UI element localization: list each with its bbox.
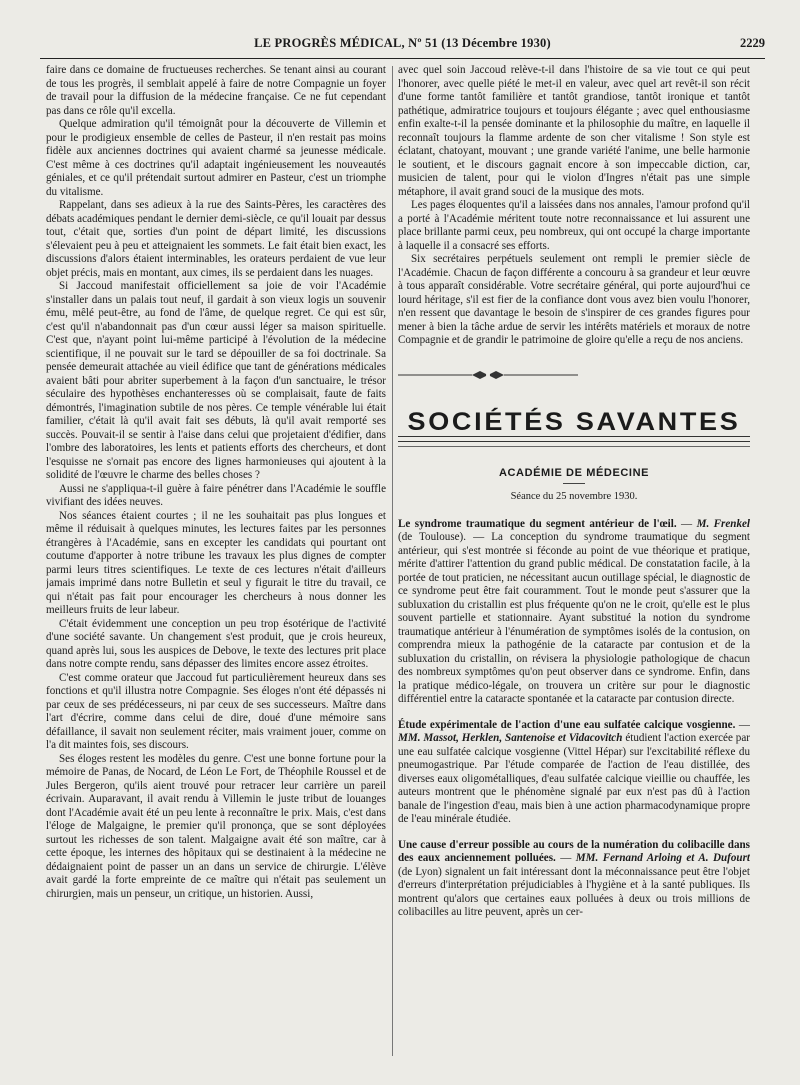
right-column bbox=[398, 64, 750, 1064]
article-body: signalent un fait intéressant dont la méconnaissance peut être l'objet d'erreurs d'interprétation préjudiciables à l'hygiène et à la santé publiques. Ils montrent qu'alors que certaines eaux polluées à deux ou trois millions de colibacilles au litre peuvent, après un cer- bbox=[398, 865, 750, 918]
article-text: Le syndrome traumatique du segment antérieur de l'œil. — M. Frenkel (de Toulouse). — La conception du syndrome traumatique du segment antérieur, qui s'est montrée si féconde au point de vue théorique et pratique, mérite d'attirer l'attention du grand public médical. De constatation facile, à la portée de tout praticien, ne nécessitant aucun outillage spécial, le diagnostic de ce syndrome peut être fait couramment. Tout le monde peut s'assurer que la subluxation du cristallin est plus fréquente qu'on ne le croit, qu'elle est le plus souvent partielle et stationnaire. Ayant substitué la notion du syndrome traumatique antérieur à l'énumération de symptômes isolés de la contusion, on comprendra mieux la pathogénie de la cataracte par contusion et de la subluxation du cristallin, on révisera la physiologie pathologique de chacun des nombreux symptômes qu'on peut observer dans ce syndrome. Enfin, dans la pratique médico-légale, on trouvera un critère sur pour le diagnostic différentiel entre la cataracte spontanée et la cataracte par contusion directe. bbox=[398, 517, 750, 705]
article-body: étudient l'action exercée par une eau sulfatée calcique vosgienne (Vittel Hépar) sur l'excitabilité réflexe du pneumogastrique. Par l'étude comparée de l'action de l'eau distillée, des diverses eaux oligométalliques, d'eau sulfatée calcique vieillie ou chauffée, les auteurs montrent que le phénomène signalé par eux n'est pas dû à l'action banale de l'ingestion d'eau, mais bien à une action pharmacodynamique propre de l'eau minérale étudiée. bbox=[398, 732, 750, 825]
left-column bbox=[46, 64, 386, 1064]
subsection-heading: ACADÉMIE DE MÉDECINE bbox=[498, 466, 650, 479]
article-1 bbox=[398, 518, 750, 707]
article-title: Étude expérimentale de l'action d'une eau sulfatée calcique vosgienne. bbox=[398, 718, 736, 731]
article-2 bbox=[398, 719, 750, 827]
paragraph: Ses éloges restent les modèles du genre. C'est une bonne fortune pour la mémoire de Panas, de Nocard, de Léon Le Fort, de Théophile Roussel et de Jules Bergeron, qu'ils aient trouvé pour retracer leur carrière un pareil écrivain. Auparavant, il avait rendu à Villemin le juste tribut de louanges dont l'Académie avait été un peu lente à reconnaître le prix. Mais, c'est dans l'éloge de Malgaigne, le premier qu'il prononça, que se sont déployées surtout les richesses de son talent. Malgaigne avait été son maître, car à cette époque, les internes des hôpitaux qui se destinaient à la médecine ne dédaignaient point de passer un an dans un service de chirurgie. L'élève avait gardé la forte empreinte de ce maître qui n'était pas seulement un chirurgien, mais un penseur, un critique, un historien. Aussi, bbox=[46, 752, 386, 900]
paragraph: C'est comme orateur que Jaccoud fut particulièrement heureux dans ses fonctions et qu'il illustra notre Compagnie. Ses éloges n'ont été dépassés ni par ceux de ses prédécesseurs, ni par ceux de ses successeurs. Maître dans l'art d'écrire, comme dans celui de dire, doué d'une mémoire sans défaillance, il savait non seulement réciter, mais vraiment jouer, comme on l'a dit maintes fois, ses discours. bbox=[46, 671, 386, 751]
journal-title: LE PROGRÈS MÉDICAL, Nº 51 (13 Décembre 1930) bbox=[254, 36, 551, 50]
paragraph: C'était évidemment une conception un peu trop ésotérique de l'activité d'une société savante. Un changement s'est produit, que je crois heureux, quand après lui, sous les auspices de Debove, le texte des lectures prit place dans notre compte rendu, sans dépasser des limites encore assez étroites. bbox=[46, 617, 386, 670]
heading-rule-double bbox=[398, 436, 750, 442]
paragraph: Quelque admiration qu'il témoignât pour la découverte de Villemin et pour le prodigieux ensemble de celles de Pasteur, il n'en restait pas moins fidèle aux anciennes doctrines qui avaient charmé sa jeunesse médicale. C'est même à ces doctrines qu'il adaptait ingénieusement les nouveautés géniales, et ce qu'il prétendait surtout admirer en Pasteur, c'est un triomphe du vitalisme. bbox=[46, 118, 386, 198]
article-title: Une cause d'erreur possible au cours de la numération du colibacille dans des eaux anciennement polluées. bbox=[398, 838, 750, 864]
paragraph: Si Jaccoud manifestait officiellement sa joie de voir l'Académie s'installer dans un palais tout neuf, il gardait à son vieux logis un souvenir ému, mêlé peut-être, au fond de l'âme, de quelque regret. Ce qui est sûr, c'est qu'il n'abandonnait pas d'un cœur aussi léger sa maison spirituelle. C'est que, n'ayant point lui-même participé à l'évolution de la médecine scientifique, il ne pouvait sur le tard se dépouiller de sa foi doctrinale. Sa pensée demeurait attachée au vieil édifice que tant de générations médicales avaient bâti pour abriter superbement à la façon d'un sanctuaire, le trésor séculaire des hypothèses enchanteresses où se complaisait, faute de faits démontrés, l'imagination subtile de nos pères. Ce temple vénérable lui était familier, c'était là qu'il avait fait ses débuts, là qu'il avait remporté ses succès. Pouvait-il se sentir à l'aise dans celui que projetaient d'édifier, dans l'ombre des laboratoires, les lents et patients efforts des chercheurs, et dont l'esquisse ne s'ornait pas encore des lignes harmonieuses qui ajoutent à la solidité de l'œuvre le charme des belles choses ? bbox=[46, 280, 386, 481]
column-divider bbox=[392, 66, 393, 1056]
article-3 bbox=[398, 839, 750, 920]
ornament-divider-icon bbox=[398, 368, 578, 382]
article-body: La conception du syndrome traumatique du segment antérieur, qui s'est montrée si féconde au point de vue théorique et pratique, mérite d'attirer l'attention du grand public médical. De constatation facile, à la portée de tout praticien, ne nécessitant aucun outillage spécial, le diagnostic de ce syndrome peut être fait couramment. Tout le monde peut s'assurer que la subluxation du cristallin est plus fréquente qu'on ne le croit, qu'elle est le plus souvent partielle et stationnaire. Ayant substitué la notion du syndrome traumatique antérieur à l'énumération de symptômes isolés de la contusion, on comprendra mieux la pathogénie de la cataracte par contusion et de la subluxation du cristallin, on révisera la physiologie pathologique de chacun des nombreux symptômes qu'on peut observer dans ce syndrome. Enfin, dans la pratique médico-légale, on trouvera un critère sur pour le diagnostic différentiel entre la cataracte spontanée et la cataracte par contusion directe. bbox=[398, 531, 750, 705]
paragraph: Les pages éloquentes qu'il a laissées dans nos annales, l'amour profond qu'il a porté à l'Académie méritent toute notre reconnaissance et lui assurent une place brillante parmi ceux, peu nombreux, qui ont occupé la charge importante à laquelle il a consacré ses efforts. bbox=[398, 199, 750, 252]
paragraph: Rappelant, dans ses adieux à la rue des Saints-Pères, les caractères des débats académiques pendant le dernier demi-siècle, ce qu'il louait par dessus tout, c'était que, sorties d'un point de départ limité, les discussions s'élevaient peu à peu et atteignaient les sommets. Le fait était bien exact, les discussions d'alors étaient interminables, les orateurs perdaient de vue leur objet précis, mais en montant, aux cimes, ils se perdaient dans les nuages. bbox=[46, 199, 386, 279]
paragraph: Nos séances étaient courtes ; il ne les souhaitait pas plus longues et même il réduisait à quelques minutes, les lectures faites par les personnes étrangères à l'Académie, sans en excepter les candidats qui pourtant ont coutume d'apporter à notre tribune les travaux les plus dignes de compter parmi leurs titres scientifiques. Le texte de ces lectures n'était d'ailleurs jamais imprimé dans notre Bulletin et seul y figurait le titre du travail, ce qui n'était pas fait pour encourager les chercheurs à nous donner les meilleurs fruits de leur labeur. bbox=[46, 509, 386, 616]
article-text: Étude expérimentale de l'action d'une eau sulfatée calcique vosgienne. — MM. Massot, Herklen, Santenoise et Vidacovitch étudient l'action exercée par une eau sulfatée calcique vosgienne (Vittel Hépar) sur l'excitabilité réflexe du pneumogastrique. Par l'étude comparée de l'action de l'eau distillée, des diverses eaux oligométalliques, d'eau sulfatée calcique vieillie ou chauffée, les auteurs montrent que le phénomène signalé par eux n'est pas dû à l'action banale de l'ingestion d'eau, mais bien à une action pharmacodynamique propre de l'eau minérale étudiée. bbox=[398, 718, 750, 825]
seance-date: Séance du 25 novembre 1930. bbox=[510, 491, 638, 502]
article-author: MM. Massot, Herklen, Santenoise et Vidacovitch bbox=[398, 732, 623, 744]
section-heading: SOCIÉTÉS SAVANTES bbox=[407, 408, 741, 436]
paragraph: Six secrétaires perpétuels seulement ont rempli le premier siècle de l'Académie. Chacun de façon différente a concouru à sa grandeur et leur œuvre à tous apparaît considérable. Votre secrétaire général, qui porte aujourd'hui ce lourd héritage, s'il est fier de la confiance dont vous avez bien voulu l'honorer, n'en ressent que davantage le besoin de s'inspirer de ces grandes figures pour mener à bien la tâche ardue de servir les intérêts matériels et moraux de notre Compagnie et de grandir le patrimoine de gloire qu'elle a reçu de nos anciens. bbox=[398, 253, 750, 346]
article-author: MM. Fernand Arloing et A. Dufourt bbox=[575, 852, 750, 864]
running-header bbox=[40, 34, 765, 59]
article-affiliation: (de Lyon) bbox=[398, 865, 442, 878]
paragraph: avec quel soin Jaccoud relève-t-il dans l'histoire de sa vie tout ce qui peut l'honorer, avec quelle piété le met-il en valeur, avec quel art revêt-il son récit d'une forme tantôt familière et tantôt grandiose, tantôt ironique et tantôt pathétique, admiratrice toujours et toujours élégante ; avec quel enthousiasme enfin exalte-t-il la pensée dominante et la philosophie du maître, en laquelle il reconnaît toujours la flamme ardente de son cher vitalisme ! Son style est éclatant, chatoyant, mouvant ; une grande variété l'anime, une belle harmonie le soutient, et le discours gagnait encore à son impeccable diction, car, musicien de talent, pour qui le violon d'Ingres n'était pas une simple métaphore, il avait grand souci de la musique des mots. bbox=[398, 64, 750, 198]
article-text: Une cause d'erreur possible au cours de la numération du colibacille dans des eaux anciennement polluées. — MM. Fernand Arloing et A. Dufourt (de Lyon) signalent un fait intéressant dont la méconnaissance peut être l'objet d'erreurs d'interprétation préjudiciables à l'hygiène et à la santé publiques. Ils montrent qu'alors que certaines eaux polluées à deux ou trois millions de colibacilles au litre peuvent, après un cer- bbox=[398, 838, 750, 918]
subsection-rule bbox=[563, 483, 585, 484]
paragraph: Aussi ne s'appliqua-t-il guère à faire pénétrer dans l'Académie le souffle vivifiant des idées neuves. bbox=[46, 482, 386, 508]
article-affiliation: (de Toulouse). bbox=[398, 531, 467, 543]
page-number: 2229 bbox=[740, 36, 765, 50]
paragraph: faire dans ce domaine de fructueuses recherches. Se tenant ainsi au courant de tous les progrès, il semblait appelé à faire de notre Compagnie un foyer de travail pour la diffusion de la médecine française. Ce ne fut cependant pas dans ce rôle qu'il excella. bbox=[46, 64, 386, 117]
article-title: Le syndrome traumatique du segment antérieur de l'œil. bbox=[398, 517, 677, 530]
heading-rule-single bbox=[398, 446, 750, 447]
article-author: M. Frenkel bbox=[696, 517, 750, 530]
